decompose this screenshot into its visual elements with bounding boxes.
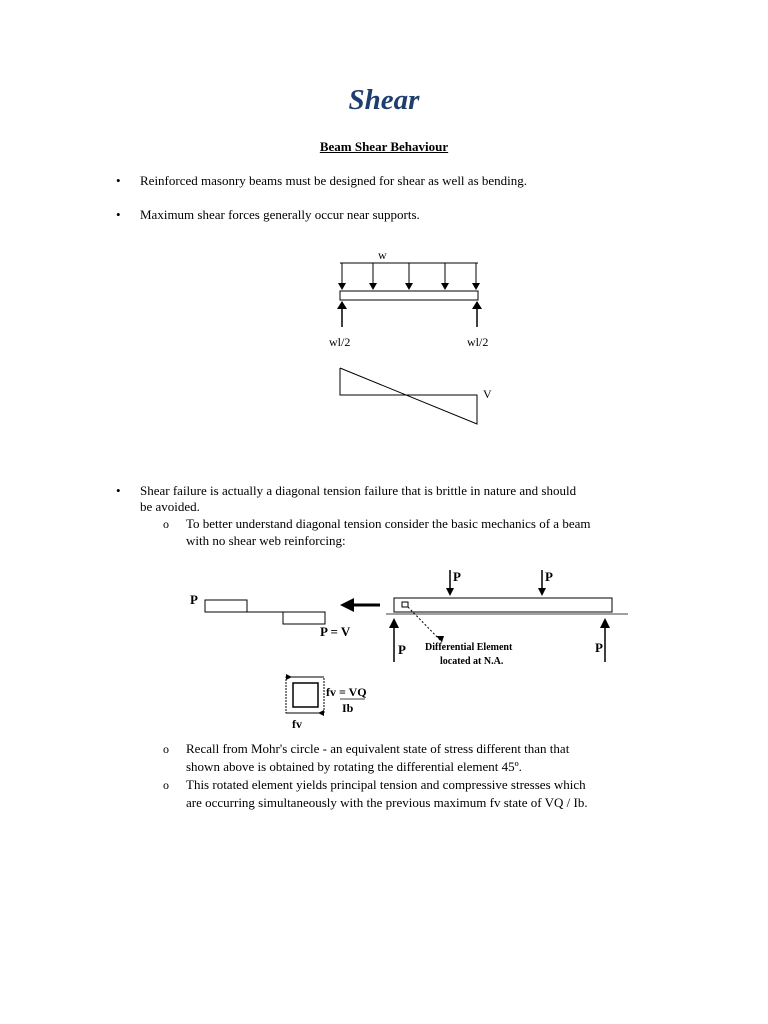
shear-label: V [483,387,492,401]
p-top-left-label: P [190,592,198,607]
sub-text-1-line-1: To better understand diagonal tension consider the basic mechanics of a beam [186,516,591,531]
sub-bullet-marker: o [163,778,169,792]
sub-text-3-line-1: This rotated element yields principal tension and compressive stresses which [186,777,586,792]
beam-load-diagram [320,245,510,435]
shear-failure-line-1: Shear failure is actually a diagonal tension failure that is brittle in nature and should [140,483,577,498]
p-load-2-label: P [545,569,553,584]
sub-text-2-line-2: shown above is obtained by rotating the differential element 45º. [186,759,522,774]
element-label-line-2: located at N.A. [440,656,504,667]
fv-label: fv = VQ [326,685,367,699]
shear-failure-line-2: be avoided. [140,499,200,514]
page-title: Shear [348,84,420,116]
sub-bullet-marker: o [163,742,169,756]
fv-bottom-label: fv [292,717,302,731]
section-heading: Beam Shear Behaviour [319,139,449,154]
p-support-right-label: P [595,640,603,655]
right-reaction-label: wl/2 [467,335,489,349]
left-reaction-label: wl/2 [329,335,351,349]
sub-text-3-line-2: are occurring simultaneously with the previous maximum fv state of VQ / Ib. [186,795,588,810]
bullet-marker: • [116,207,121,222]
bullet-text-1: Reinforced masonry beams must be designed for shear as well as bending. [140,173,528,188]
p-equals-v-label: P = V [320,624,351,639]
sub-text-1-line-2: with no shear web reinforcing: [186,533,346,548]
beam-mechanics-diagram [180,562,630,734]
load-label: w [378,248,387,262]
sub-bullet-marker: o [163,517,169,531]
p-load-1-label: P [453,569,461,584]
sub-text-2-line-1: Recall from Mohr's circle - an equivalent state of stress different than that [186,741,570,756]
bullet-text-2: Maximum shear forces generally occur near supports. [140,207,420,222]
element-label-line-1: Differential Element [425,642,513,653]
ib-label: Ib [342,701,354,715]
bullet-marker: • [116,483,121,498]
p-support-left-label: P [398,642,406,657]
bullet-marker: • [116,173,121,188]
